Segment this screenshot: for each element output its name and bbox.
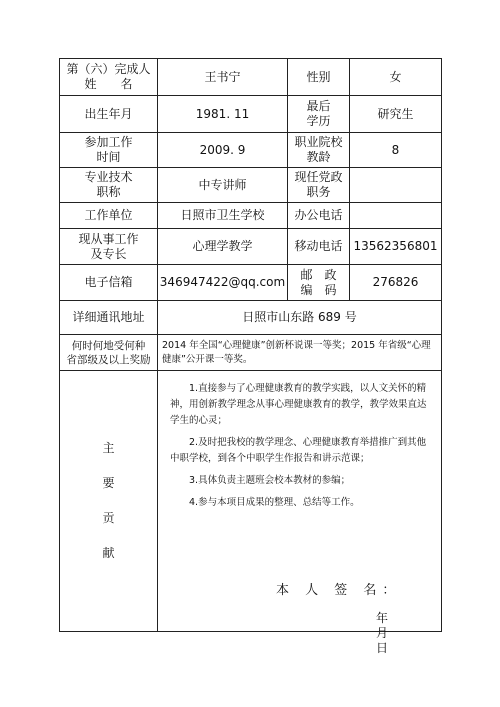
education-label: 最后 学历 [288, 96, 350, 133]
birth-label: 出生年月 [60, 96, 158, 133]
date-month-label: 月 [376, 626, 389, 640]
office-phone-label: 办公电话 [288, 203, 350, 229]
school-age-label: 职业院校 教龄 [288, 133, 350, 168]
work-start-value: 2009. 9 [158, 133, 288, 168]
specialty-value: 心理学教学 [158, 229, 288, 265]
email-value: 346947422@qq.com [158, 265, 288, 301]
date-day-label: 日 [376, 641, 389, 655]
position-label: 现任党政 职务 [288, 168, 350, 203]
unit-label: 工作单位 [60, 203, 158, 229]
mobile-value: 13562356801 [350, 229, 442, 265]
contribution-char-1: 主 [102, 441, 115, 455]
office-phone-value [350, 203, 442, 229]
row-award [60, 335, 442, 371]
address-value: 日照市山东路 689 号 [158, 301, 442, 335]
work-start-label: 参加工作 时间 [60, 133, 158, 168]
unit-value: 日照市卫生学校 [158, 203, 288, 229]
postcode-value: 276826 [350, 265, 442, 301]
mobile-label: 移动电话 [288, 229, 350, 265]
name-label: 第（六）完成人 姓 名 [60, 59, 158, 96]
contribution-item: 1.直接参与了心理健康教育的教学实践，以人文关怀的精神，用创新教学理念从事心理健康教育的教学，教学效果直达学生的心灵； [170, 383, 427, 426]
position-value [350, 168, 442, 203]
title-label: 专业技术 职称 [60, 168, 158, 203]
row-work-start [60, 133, 442, 168]
row-email [60, 265, 442, 301]
row-title [60, 168, 442, 203]
signature-label: 本 人 签 名： [276, 583, 402, 598]
signature-date [376, 611, 441, 656]
contribution-char-2: 要 [102, 476, 115, 490]
contribution-item: 4.参与本项目成果的整理、总结等工作。 [189, 497, 360, 508]
birth-value: 1981. 11 [158, 96, 288, 133]
contribution-item: 3.具体负责主题班会校本教材的参编； [189, 475, 351, 486]
row-address [60, 301, 442, 335]
education-value: 研究生 [350, 96, 442, 133]
personnel-form-table [59, 58, 442, 655]
specialty-label: 现从事工作 及专长 [60, 229, 158, 265]
contribution-label [60, 371, 158, 632]
address-label: 详细通讯地址 [60, 301, 158, 335]
row-unit [60, 203, 442, 229]
school-age-value: 8 [350, 133, 442, 168]
award-value: 2014 年全国“心理健康”创新杯说课一等奖；2015 年省级“心理健康”公开课一等奖。 [158, 335, 442, 371]
row-name [60, 59, 442, 96]
contribution-char-3: 贡 [102, 511, 115, 525]
gender-value: 女 [350, 59, 442, 96]
row-specialty [60, 229, 442, 265]
email-label: 电子信箱 [60, 265, 158, 301]
row-contribution [60, 371, 442, 632]
postcode-label: 邮 政 编 码 [288, 265, 350, 301]
award-label: 何时何地受何种 省部级及以上奖励 [60, 335, 158, 371]
contribution-char-4: 献 [102, 546, 115, 560]
name-value: 王书宁 [158, 59, 288, 96]
contribution-item: 2.及时把我校的教学理念、心理健康教育举措推广到其他中职学校，到各个中职学生作报告和讲示范课； [170, 437, 427, 464]
row-birth [60, 96, 442, 133]
date-year-label: 年 [376, 611, 389, 625]
gender-label: 性别 [288, 59, 350, 96]
contribution-content [158, 371, 442, 655]
title-value: 中专讲师 [158, 168, 288, 203]
